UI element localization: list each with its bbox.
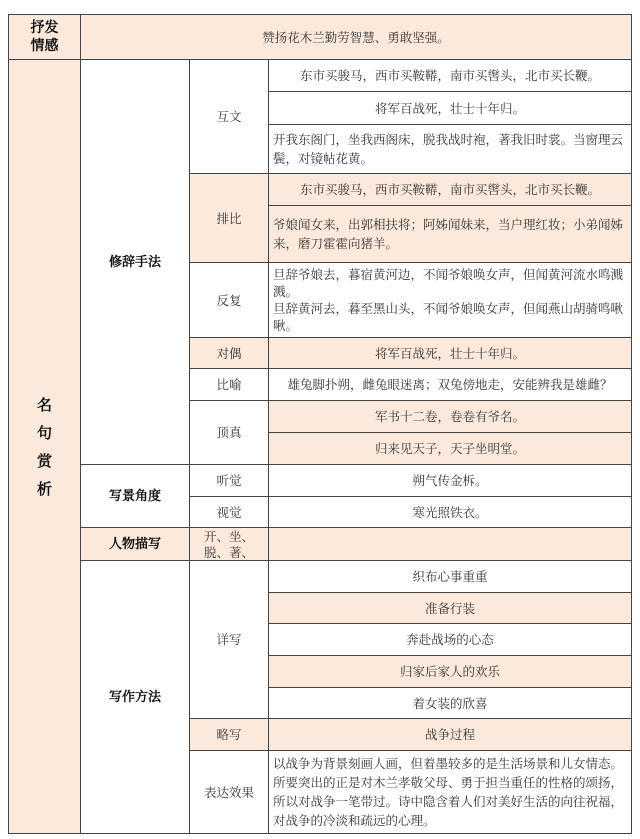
paibi-item: 东市买骏马，西市买鞍鞯，南市买辔头，北市买长鞭。 (268, 173, 632, 206)
character-label: 人物描写 (80, 527, 190, 561)
tingjue-label: 听觉 (189, 464, 269, 497)
luexie-label: 略写 (189, 718, 269, 751)
character-content (268, 527, 632, 561)
header-label (8, 14, 81, 60)
scenery-label: 写景角度 (80, 464, 190, 528)
duiou-item: 将军百战死，壮士十年归。 (268, 337, 632, 369)
paibi-item: 爷娘闻女来，出郭相扶将；阿姊闻妹来，当户理红妆；小弟闻姊来，磨刀霍霍向猪羊。 (268, 205, 632, 263)
header-content: 赞扬花木兰勤劳智慧、勇敢坚强。 (80, 14, 632, 60)
xiangxie-item: 准备行装 (268, 592, 632, 624)
huwen-item: 开我东阁门，坐我西阁床，脱我战时袍，著我旧时裳。当窗理云鬓，对镜帖花黄。 (268, 124, 632, 174)
section-label (8, 59, 81, 834)
effect-item: 以战争为背景刻画人画，但着墨较多的是生活场景和儿女情态。所要突出的正是对木兰孝敬父母、勇于担当重任的性格的颂扬，所以对战争一笔带过。诗中隐含着人们对美好生活的向往祝福，对战争的冷淡和疏远的心理。 (268, 750, 632, 834)
luexie-item: 战争过程 (268, 718, 632, 751)
fanfu-items (268, 262, 632, 338)
writing-label: 写作方法 (80, 560, 190, 834)
shijue-item: 寒光照铁衣。 (268, 496, 632, 528)
shijue-label: 视觉 (189, 496, 269, 528)
biyu-item: 雄兔脚扑朔，雌兔眼迷离；双兔傍地走，安能辨我是雄雌？ (268, 368, 632, 401)
dingzhen-item: 归来见天子，天子坐明堂。 (268, 432, 632, 465)
xiangxie-item: 奔赴战场的心态 (268, 623, 632, 656)
dingzhen-item: 军书十二卷，卷卷有爷名。 (268, 400, 632, 433)
duiou-label: 对偶 (189, 337, 269, 369)
huwen-label: 互文 (189, 59, 269, 174)
xiangxie-item: 归家后家人的欢乐 (268, 655, 632, 688)
xiangxie-label: 详写 (189, 560, 269, 719)
section-label-text: 名句赏析 (36, 395, 52, 498)
fanfu-label: 反复 (189, 262, 269, 338)
tingjue-item: 朔气传金柝。 (268, 464, 632, 497)
effect-label: 表达效果 (189, 750, 269, 834)
biyu-label: 比喻 (189, 368, 269, 401)
paibi-label: 排比 (189, 173, 269, 263)
fanfu-item: 旦辞爷娘去，暮宿黄河边，不闻爷娘唤女声，但闻黄河流水鸣溅溅。 (273, 267, 624, 299)
character-sub: 开、坐、脱、著、 (189, 527, 269, 561)
xiangxie-item: 织布心事重重 (268, 560, 632, 593)
fanfu-item: 旦辞黄河去，暮至黑山头，不闻爷娘唤女声，但闻燕山胡骑鸣啾啾。 (273, 301, 624, 333)
xiangxie-item: 着女装的欣喜 (268, 687, 632, 719)
huwen-item: 将军百战死，壮士十年归。 (268, 91, 632, 125)
rhetoric-label: 修辞手法 (80, 59, 190, 465)
header-label-text: 抒发情感 (30, 20, 59, 54)
dingzhen-label: 顶真 (189, 400, 269, 465)
huwen-item: 东市买骏马，西市买鞍鞯，南市买辔头，北市买长鞭。 (268, 59, 632, 92)
